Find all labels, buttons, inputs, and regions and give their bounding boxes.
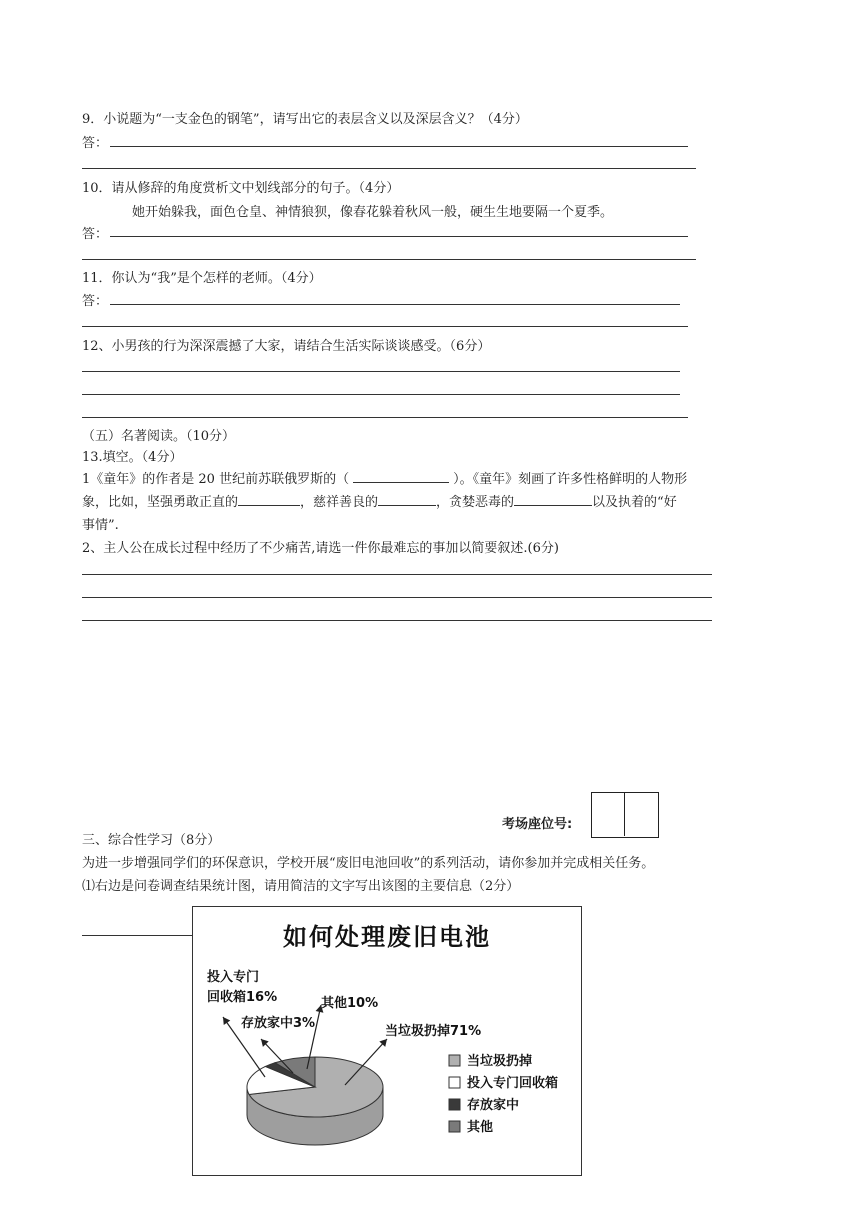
legend-swatch-1 [449,1077,460,1088]
question-2-answer-line-2[interactable] [82,597,712,598]
section-3-heading: 三、综合性学习（8分） [82,833,221,848]
question-9-answer-line-1[interactable] [110,146,688,147]
fill-text-greedy: ，贪婪恶毒的 [436,495,515,510]
section-5-heading: （五）名著阅读。（10分） [82,429,236,444]
author-blank[interactable] [353,469,449,483]
question-2-answer-line-1[interactable] [82,574,712,575]
callout-label-recycle-bin-line-1: 投入专门 [207,970,260,985]
fill-text-author-prefix: 1《童年》的作者是 20 世纪前苏联俄罗斯的（ [82,472,350,487]
fill-text-author-suffix: ）。《童年》刻画了许多性格鲜明的人物形 [453,472,688,487]
question-12-answer-line-1[interactable] [82,371,680,372]
section-3-task-1: ⑴右边是问卷调查结果统计图，请用简洁的文字写出该图的主要信息（2分） [82,879,520,894]
seat-number-box-divider [624,793,625,836]
pie-chart-svg [193,907,581,1175]
question-10-answer-line-1[interactable] [110,236,688,237]
question-12-text: 12、小男孩的行为深深震撼了大家，请结合生活实际谈谈感受。（6分） [82,339,491,354]
question-9-answer-line-2[interactable] [82,168,696,169]
chart-title: 如何处理废旧电池 [283,923,491,951]
question-10-answer-label: 答： [82,227,109,242]
legend-swatch-0 [449,1055,460,1066]
fill-text-kind: ，慈祥善良的 [300,495,379,510]
question-13-heading: 13.填空。（4分） [82,450,183,465]
legend-label-2: 存放家中 [467,1098,520,1113]
section-3-intro: 为进一步增强同学们的环保意识，学校开展“废旧电池回收”的系列活动，请你参加并完成相关任务。 [82,856,655,871]
kind-character-blank[interactable] [378,492,436,506]
fill-text-brave: 象，比如，坚强勇敢正直的 [82,495,239,510]
question-10-quote: 她开始躲我，面色仓皇、神情狼狈，像春花躲着秋风一般，硬生生地要隔一个夏季。 [132,205,614,220]
question-11-answer-line-1[interactable] [110,304,680,305]
question-13-fill-line-2 [82,491,677,510]
task-1-answer-line[interactable] [82,935,192,936]
callout-label-recycle-bin-line-2: 回收箱16% [207,990,278,1005]
callout-label-other: 其他10% [321,996,379,1011]
brave-character-blank[interactable] [238,492,300,506]
seat-number-box[interactable] [591,792,659,838]
question-11-answer-label: 答： [82,294,109,309]
question-11-text: 11．你认为“我”是个怎样的老师。（4分） [82,271,322,286]
greedy-character-blank[interactable] [514,492,592,506]
legend-swatch-3 [449,1121,460,1132]
question-2-text: 2、主人公在成长过程中经历了不少痛苦,请选一件你最难忘的事加以简要叙述.(6分) [82,541,559,556]
question-9-text: 9．小说题为“一支金色的钢笔”，请写出它的表层含义以及深层含义？（4分） [82,112,528,127]
callout-arrow-recycle-bin-head [223,1017,230,1025]
question-13-fill-line-3: 事情”. [82,518,119,533]
seat-number-label: 考场座位号: [502,817,573,832]
question-10-answer-line-2[interactable] [82,259,696,260]
question-12-answer-line-3[interactable] [82,417,688,418]
legend-swatch-2 [449,1099,460,1110]
question-9-answer-label: 答： [82,136,109,151]
legend-label-0: 当垃圾扔掉 [467,1054,533,1069]
question-2-answer-line-3[interactable] [82,620,712,621]
callout-label-trash: 当垃圾扔掉71% [385,1024,482,1039]
callout-label-store-at-home: 存放家中3% [241,1016,316,1031]
question-11-answer-line-2[interactable] [82,326,688,327]
fill-text-persistent: 以及执着的“好 [592,495,677,510]
legend-label-1: 投入专门回收箱 [467,1076,559,1091]
question-12-answer-line-2[interactable] [82,394,680,395]
legend-label-3: 其他 [467,1120,494,1135]
question-10-text: 10．请从修辞的角度赏析文中划线部分的句子。（4分） [82,181,400,196]
question-13-fill-line-1 [82,468,687,487]
battery-disposal-pie-chart [192,906,582,1176]
